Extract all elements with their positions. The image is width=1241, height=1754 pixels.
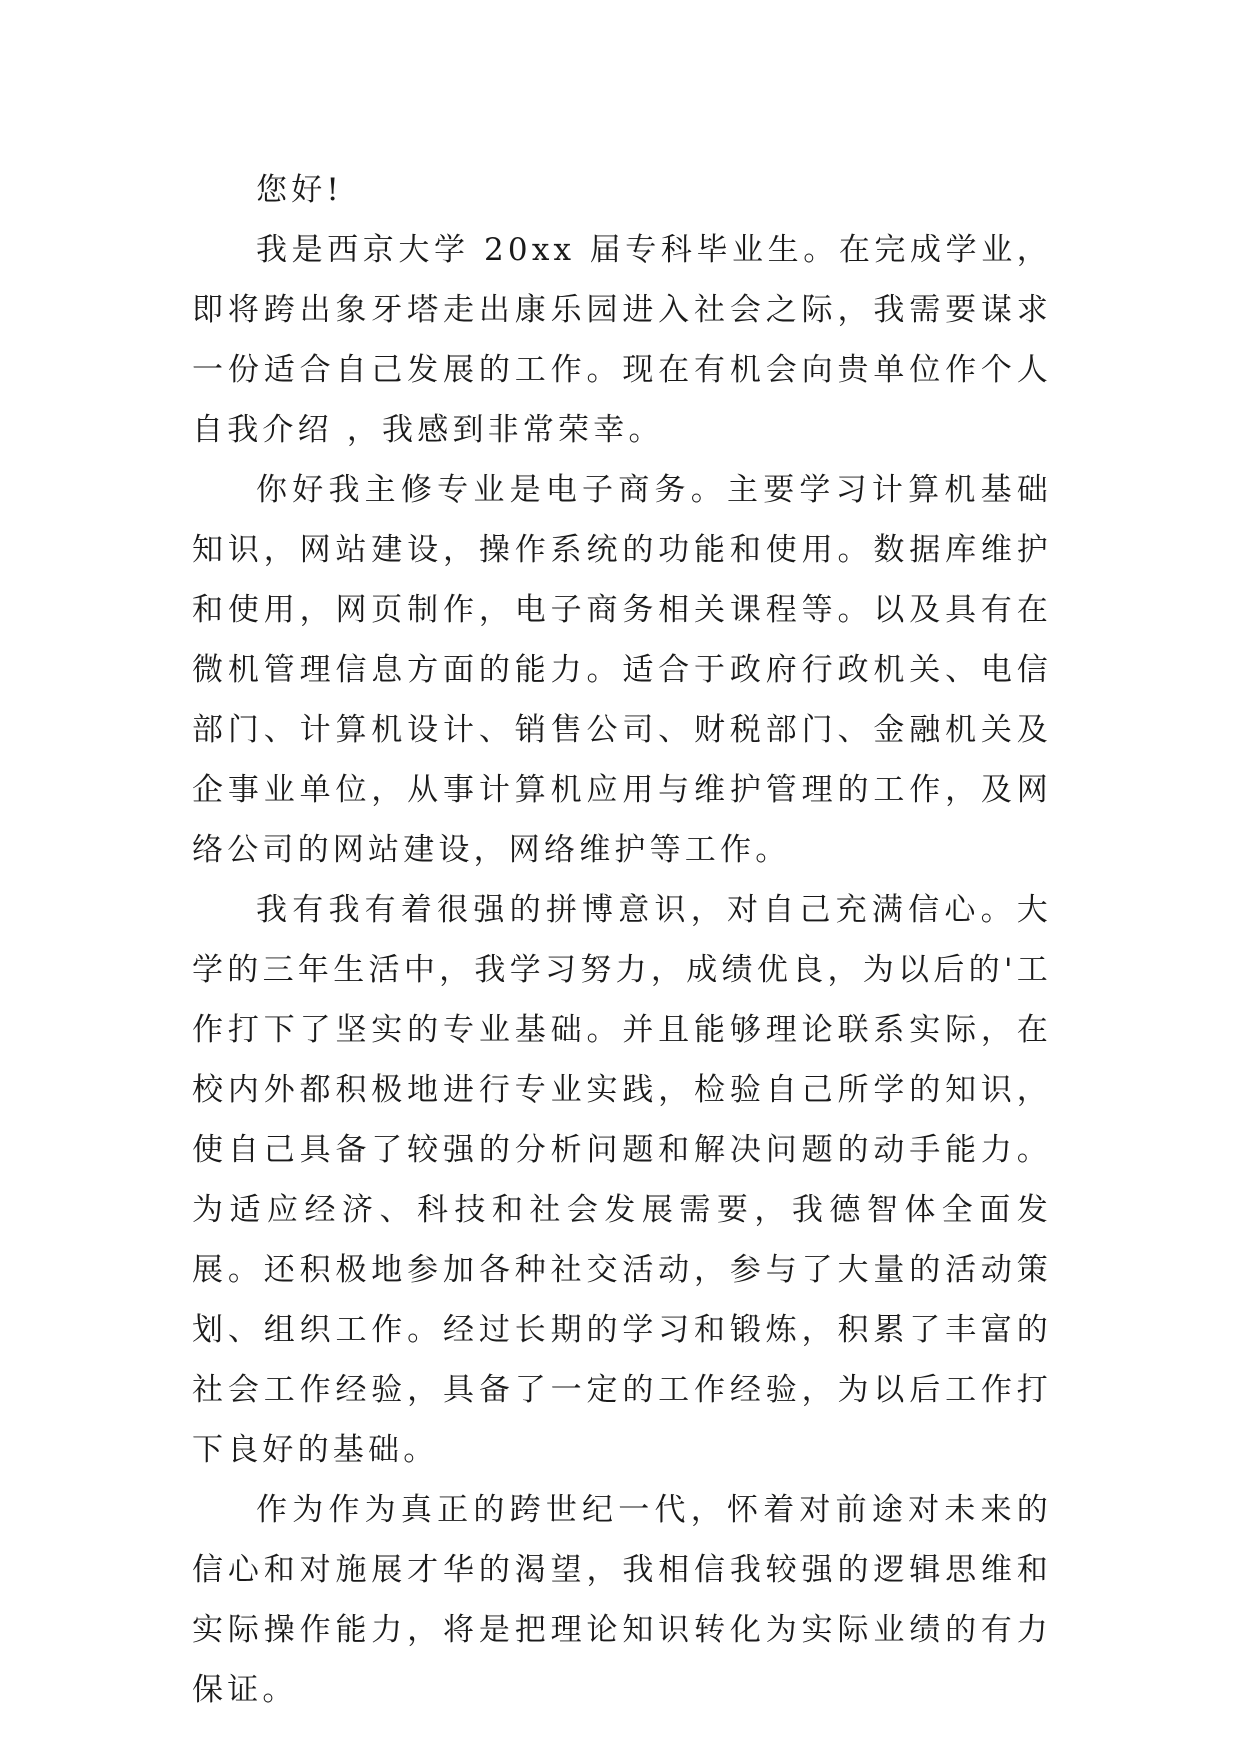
paragraph-experience: 我有我有着很强的拼博意识，对自己充满信心。大学的三年生活中，我学习努力，成绩优良，为以后的'工作打下了坚实的专业基础。并且能够理论联系实际，在校内外都积极地进行专业实践，检验自己所学的知识，使自己具备了较强的分析问题和解决问题的动手能力。为适应经济、科技和社会发展需要，我德智体全面发展。还积极地参加各种社交活动，参与了大量的活动策划、组织工作。经过长期的学习和锻炼，积累了丰富的社会工作经验，具备了一定的工作经验，为以后工作打下良好的基础。 <box>192 892 1052 1468</box>
greeting: 您好! <box>256 172 344 208</box>
letter-body <box>192 160 1052 1720</box>
paragraph-conclusion: 作为作为真正的跨世纪一代，怀着对前途对未来的信心和对施展才华的渴望，我相信我较强的逻辑思维和实际操作能力，将是把理论知识转化为实际业绩的有力保证。 <box>192 1492 1052 1708</box>
paragraph-major: 你好我主修专业是电子商务。主要学习计算机基础知识，网站建设，操作系统的功能和使用。数据库维护和使用，网页制作，电子商务相关课程等。以及具有在微机管理信息方面的能力。适合于政府行政机关、电信部门、计算机设计、销售公司、财税部门、金融机关及企事业单位，从事计算机应用与维护管理的工作，及网络公司的网站建设，网络维护等工作。 <box>192 472 1052 868</box>
paragraph-introduction: 我是西京大学 20xx 届专科毕业生。在完成学业，即将跨出象牙塔走出康乐园进入社会之际，我需要谋求一份适合自己发展的工作。现在有机会向贵单位作个人自我介绍 ，我感到非常荣幸。 <box>192 232 1052 448</box>
